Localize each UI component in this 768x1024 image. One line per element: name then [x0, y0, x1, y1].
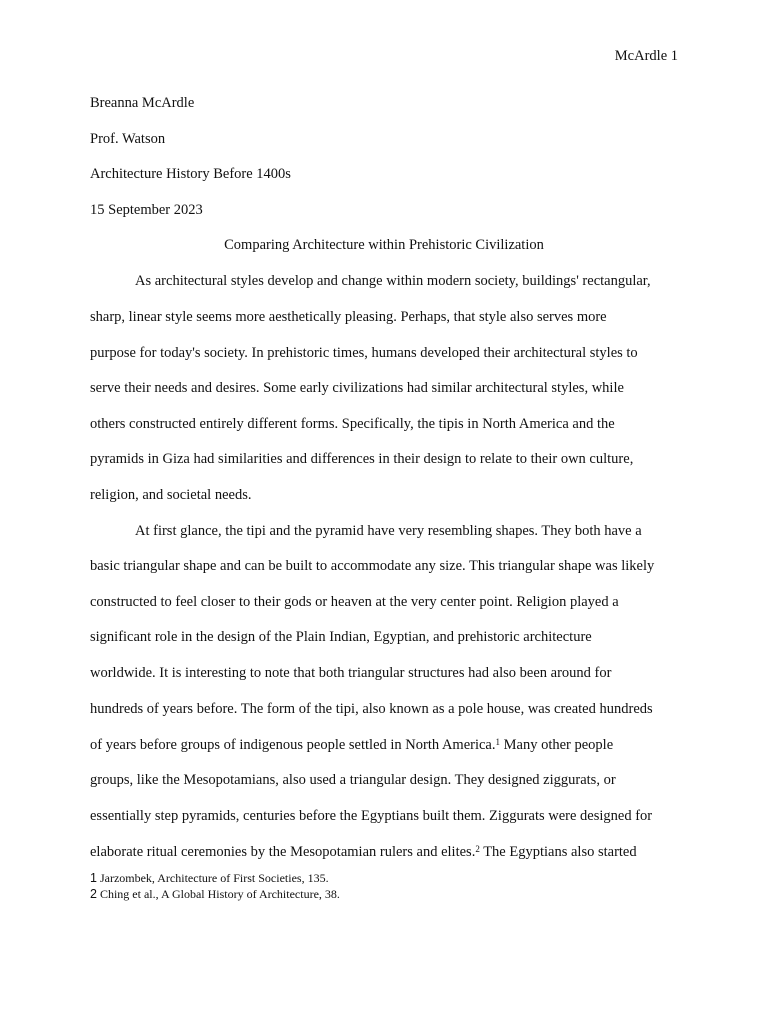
paragraph-2-line: At first glance, the tipi and the pyramid have very resembling shapes. They both have a: [135, 523, 642, 539]
course-name: Architecture History Before 1400s: [90, 166, 291, 182]
footnote-1: [90, 870, 340, 886]
footnote-text: Jarzombek, Architecture of First Societies, 135.: [99, 871, 329, 885]
paragraph-1-line: sharp, linear style seems more aesthetically pleasing. Perhaps, that style also serves more: [90, 309, 607, 325]
footnote-ref-2[interactable]: 2: [475, 844, 480, 854]
footnote-ref-1[interactable]: 1: [495, 737, 500, 747]
footnote-text: Ching et al., A Global History of Architecture, 38.: [99, 887, 340, 901]
paragraph-2-text: elaborate ritual ceremonies by the Mesopotamian rulers and elites.: [90, 844, 476, 860]
page-title: Comparing Architecture within Prehistoric Civilization: [224, 237, 544, 253]
footnotes: [90, 870, 340, 902]
paragraph-1-line: others constructed entirely different forms. Specifically, the tipis in North America and the: [90, 416, 615, 432]
footnote-2: [90, 886, 340, 902]
paragraph-1-line: As architectural styles develop and change within modern society, buildings' rectangular,: [135, 273, 651, 289]
paragraph-1-line: serve their needs and desires. Some early civilizations had similar architectural styles, while: [90, 380, 624, 396]
date: 15 September 2023: [90, 202, 203, 218]
paragraph-2-line: essentially step pyramids, centuries before the Egyptians built them. Ziggurats were designed for: [90, 808, 653, 824]
paragraph-1-line: pyramids in Giza had similarities and differences in their design to relate to their own culture,: [90, 451, 634, 467]
paragraph-1-line: purpose for today's society. In prehistoric times, humans developed their architectural styles to: [90, 345, 638, 361]
paragraph-2-line: significant role in the design of the Plain Indian, Egyptian, and prehistoric architecture: [90, 629, 592, 645]
paragraph-2-line: basic triangular shape and can be built to accommodate any size. This triangular shape was likely: [90, 558, 655, 574]
paragraph-2-line: constructed to feel closer to their gods or heaven at the very center point. Religion played a: [90, 594, 619, 610]
paragraph-2-text: Many other people: [499, 737, 614, 753]
paragraph-2-line: [90, 736, 613, 754]
paragraph-2-line: worldwide. It is interesting to note that both triangular structures had also been around for: [90, 665, 612, 681]
footnote-number: 1: [90, 871, 97, 885]
instructor-name: Prof. Watson: [90, 131, 166, 147]
running-head: McArdle 1: [614, 48, 678, 64]
paragraph-2-text: of years before groups of indigenous people settled in North America.: [90, 737, 496, 753]
paragraph-2-text: The Egyptians also started: [479, 844, 637, 860]
paragraph-1-line: religion, and societal needs.: [90, 487, 252, 503]
paragraph-2-line: [90, 843, 637, 861]
paragraph-2-line: groups, like the Mesopotamians, also used a triangular design. They designed ziggurats, or: [90, 772, 616, 788]
paragraph-2-line: hundreds of years before. The form of the tipi, also known as a pole house, was created hundreds: [90, 701, 653, 717]
footnote-number: 2: [90, 887, 97, 901]
author-name: Breanna McArdle: [90, 95, 195, 111]
